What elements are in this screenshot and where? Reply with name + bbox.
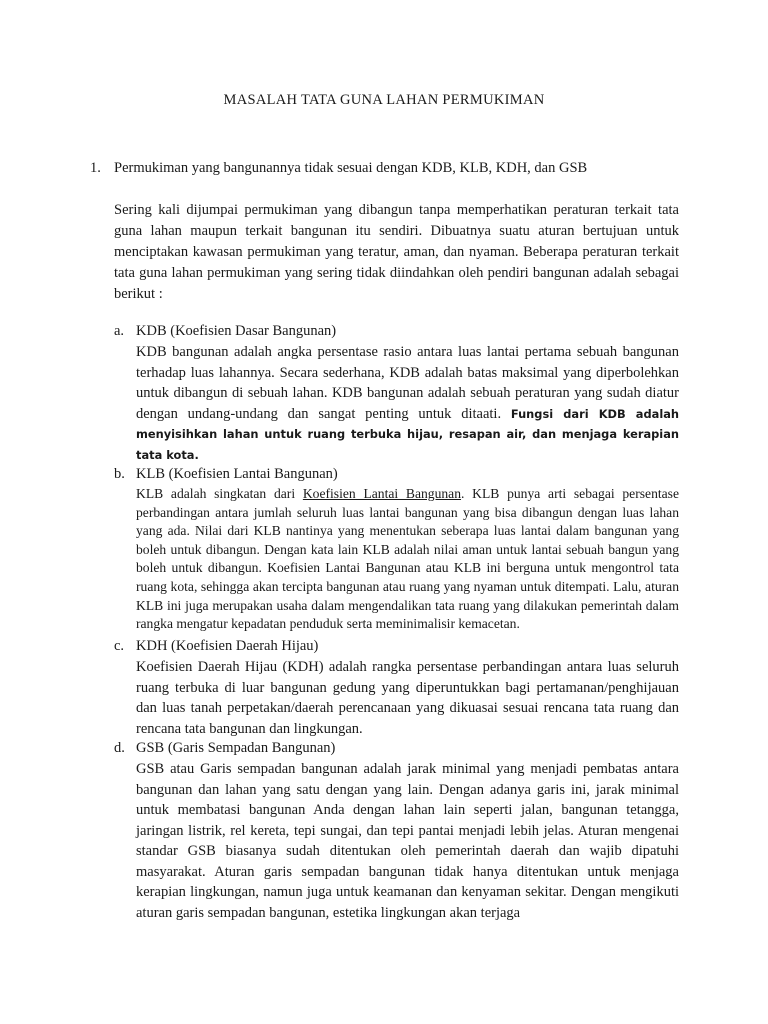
klb-text-pre: KLB adalah singkatan dari	[136, 486, 296, 501]
klb-link[interactable]: Koefisien Lantai Bangunan	[302, 486, 462, 501]
subsection-kdb	[114, 321, 679, 465]
subsection-letter: a.	[114, 323, 125, 339]
subsection-heading	[114, 738, 679, 759]
page-title: MASALAH TATA GUNA LAHAN PERMUKIMAN	[223, 92, 545, 108]
subsection-heading	[114, 464, 679, 485]
klb-text-post: . KLB punya arti sebagai persentase perbandingan antara jumlah seluruh luas lantai bangunan yang bisa dibangun dengan luas lahan yang ada. Nilai dari KLB nantinya yang menentukan seberapa luas lantai dalam bangunan yang boleh untuk dibangun. Dengan kata lain KLB adalah nilai aman untuk lantai sebuah bangun yang boleh untuk dibangun. Koefisien Lantai Bangunan atau KLB ini berguna untuk mengontrol tata ruang kota, sehingga akan tercipta bangunan atau ruang yang nyaman untuk ditempati. Lalu, aturan KLB ini juga merupakan usaha dalam mengendalikan tata ruang yang dilakukan pemerintah dalam rangka mengatur kepadatan penduduk serta meminimalisir kemacetan.	[136, 486, 680, 632]
subsection-title: KDB (Koefisien Dasar Bangunan)	[136, 323, 337, 339]
subsection-heading	[114, 321, 679, 342]
subsection-title: KLB (Koefisien Lantai Bangunan)	[136, 466, 338, 482]
subsection-body	[136, 485, 679, 634]
list-heading: Permukiman yang bangunannya tidak sesuai dengan KDB, KLB, KDH, dan GSB	[114, 160, 588, 176]
subsection-gsb	[114, 738, 679, 923]
intro-paragraph: Sering kali dijumpai permukiman yang dibangun tanpa memperhatikan peraturan terkait tata guna lahan maupun terkait bangunan itu sendiri. Dibuatnya suatu aturan bertujuan untuk menciptakan kawasan permukiman yang teratur, aman, dan nyaman. Beberapa peraturan terkait tata guna lahan permukiman yang sering tidak diindahkan oleh pendiri bangunan adalah sebagai berikut :	[114, 202, 679, 302]
subsection-body	[136, 342, 679, 465]
subsection-title: GSB (Garis Sempadan Bangunan)	[136, 740, 336, 756]
subsection-heading	[114, 636, 679, 657]
subsection-letter: d.	[114, 740, 125, 756]
subsection-letter: b.	[114, 466, 125, 482]
kdb-text: KDB bangunan adalah angka persentase rasio antara luas lantai pertama sebuah bangunan terhadap luas lahannya. Secara sederhana, KDB adalah batas maksimal yang diperbolehkan untuk dibangun di sebuah lahan. KDB bangunan adalah sebuah peraturan yang sudah diatur dengan undang-undang dan sangat penting untuk ditaati.	[136, 344, 679, 422]
subsection-kdh	[114, 636, 679, 739]
subsection-title: KDH (Koefisien Daerah Hijau)	[136, 638, 319, 654]
list-number: 1.	[90, 160, 101, 176]
list-item-1	[90, 158, 690, 179]
subsection-body: Koefisien Daerah Hijau (KDH) adalah rangka persentase perbandingan antara luas seluruh ruang terbuka di luar bangunan gedung yang diperuntukkan bagi pertamanan/penghijauan dan luas tanah perpetakan/daerah perencanaan yang dikuasai sesuai rencana tata ruang dan rencana tata bangunan dan lingkungan.	[136, 659, 679, 737]
subsection-klb	[114, 464, 679, 634]
subsection-letter: c.	[114, 638, 125, 654]
kdb-function-text: Fungsi dari KDB adalah menyisihkan lahan untuk ruang terbuka hijau, resapan air, dan menjaga kerapian tata kota.	[136, 406, 680, 462]
subsection-body: GSB atau Garis sempadan bangunan adalah jarak minimal yang menjadi pembatas antara bangunan dan lahan yang satu dengan yang lain. Dengan adanya garis ini, jarak minimal untuk membatasi bangunan Anda dengan lahan lain seperti jalan, bangunan tetangga, jaringan listrik, rel kereta, tepi sungai, dan tepi pantai menjadi lebih jelas. Aturan mengenai standar GSB biasanya sudah ditentukan oleh pemerintah daerah dan wajib dipatuhi masyarakat. Aturan garis sempadan bangunan tidak hanya ditentukan untuk menjaga kerapian lingkungan, namun juga untuk keamanan dan kenyaman sekitar. Dengan mengikuti aturan garis sempadan bangunan, estetika lingkungan akan terjaga	[136, 761, 679, 921]
